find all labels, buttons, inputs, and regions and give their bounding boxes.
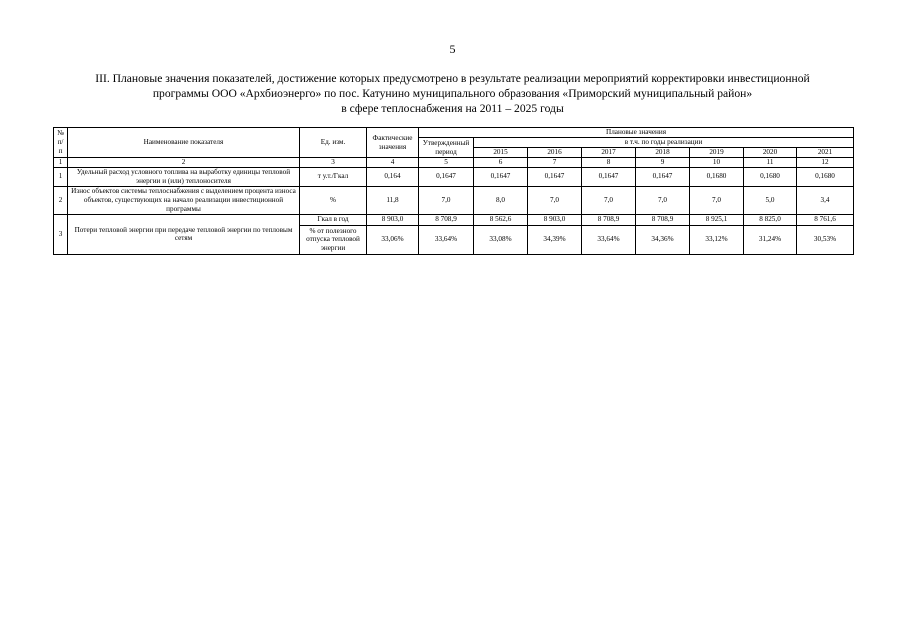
- column-number: 4: [367, 158, 419, 168]
- header-year: 2021: [797, 148, 854, 158]
- row-year-value: 8 562,6: [474, 214, 528, 225]
- header-year: 2015: [474, 148, 528, 158]
- header-year: 2018: [636, 148, 690, 158]
- row-year-value: 8,0: [474, 186, 528, 214]
- row-approved: 0,1647: [419, 167, 474, 186]
- row-year-value: 8 903,0: [528, 214, 582, 225]
- page-number: 5: [449, 42, 456, 56]
- row-approved: 33,64%: [419, 225, 474, 254]
- row-name: Удельный расход условного топлива на выработку единицы тепловой энергии и (или) теплоносителя: [68, 167, 300, 186]
- header-no: № п/п: [54, 128, 68, 158]
- header-year: 2020: [744, 148, 797, 158]
- row-year-value: 33,12%: [690, 225, 744, 254]
- column-number: 5: [419, 158, 474, 168]
- row-name: Потери тепловой энергии при передаче тепловой энергии по тепловым сетям: [68, 214, 300, 254]
- heading-line-1: III. Плановые значения показателей, достижение которых предусмотрено в результате реализации мероприятий корректировки инвестиционной: [95, 72, 810, 85]
- row-year-value: 33,08%: [474, 225, 528, 254]
- row-year-value: 34,39%: [528, 225, 582, 254]
- column-number: 12: [797, 158, 854, 168]
- column-number: 11: [744, 158, 797, 168]
- header-unit: Ед. изм.: [300, 128, 367, 158]
- header-indicator: Наименование показателя: [68, 128, 300, 158]
- row-year-value: 8 761,6: [797, 214, 854, 225]
- table-row: [54, 167, 854, 186]
- row-year-value: 34,36%: [636, 225, 690, 254]
- column-number-row: [54, 158, 854, 168]
- column-number: 2: [68, 158, 300, 168]
- header-row-1: [54, 128, 854, 138]
- row-year-value: 8 925,1: [690, 214, 744, 225]
- indicators-table: [53, 127, 854, 255]
- column-number: 6: [474, 158, 528, 168]
- row-year-value: 0,1680: [744, 167, 797, 186]
- row-year-value: 0,1647: [528, 167, 582, 186]
- row-year-value: 33,64%: [582, 225, 636, 254]
- row-year-value: 3,4: [797, 186, 854, 214]
- heading-line-3: в сфере теплоснабжения на 2011 – 2025 годы: [341, 102, 564, 115]
- row-year-value: 0,1680: [797, 167, 854, 186]
- row-actual: 33,06%: [367, 225, 419, 254]
- row-unit: %: [300, 186, 367, 214]
- row-actual: 8 903,0: [367, 214, 419, 225]
- row-unit: т у.т./Гкал: [300, 167, 367, 186]
- column-number: 7: [528, 158, 582, 168]
- row-year-value: 7,0: [636, 186, 690, 214]
- row-year-value: 8 708,9: [636, 214, 690, 225]
- header-year: 2019: [690, 148, 744, 158]
- row-approved: 7,0: [419, 186, 474, 214]
- row-actual: 0,164: [367, 167, 419, 186]
- header-actual: Фактические значения: [367, 128, 419, 158]
- row-unit: Гкал в год: [300, 214, 367, 225]
- row-no: 3: [54, 214, 68, 254]
- header-year: 2016: [528, 148, 582, 158]
- header-planned: Плановые значения: [419, 128, 854, 138]
- column-number: 9: [636, 158, 690, 168]
- column-number: 10: [690, 158, 744, 168]
- header-approved: Утвержденный период: [419, 138, 474, 158]
- heading-line-2: программы ООО «Архбиоэнерго» по пос. Катунино муниципального образования «Приморский муниципальный район»: [152, 87, 753, 100]
- row-year-value: 0,1647: [474, 167, 528, 186]
- header-year: 2017: [582, 148, 636, 158]
- row-no: 1: [54, 167, 68, 186]
- column-number: 1: [54, 158, 68, 168]
- row-year-value: 0,1647: [582, 167, 636, 186]
- row-actual: 11,8: [367, 186, 419, 214]
- header-by-years: в т.ч. по годы реализации: [474, 138, 854, 148]
- column-number: 8: [582, 158, 636, 168]
- column-number: 3: [300, 158, 367, 168]
- row-unit: % от полезного отпуска тепловой энергии: [300, 225, 367, 254]
- table-row: [54, 186, 854, 214]
- row-no: 2: [54, 186, 68, 214]
- row-year-value: 5,0: [744, 186, 797, 214]
- row-year-value: 8 825,0: [744, 214, 797, 225]
- row-year-value: 30,53%: [797, 225, 854, 254]
- row-approved: 8 708,9: [419, 214, 474, 225]
- row-year-value: 31,24%: [744, 225, 797, 254]
- row-year-value: 8 708,9: [582, 214, 636, 225]
- table-row: [54, 214, 854, 225]
- row-year-value: 0,1647: [636, 167, 690, 186]
- row-year-value: 0,1680: [690, 167, 744, 186]
- row-year-value: 7,0: [582, 186, 636, 214]
- page-heading: [40, 71, 865, 116]
- row-year-value: 7,0: [528, 186, 582, 214]
- row-name: Износ объектов системы теплоснабжения с выделением процента износа объектов, существующих на начало реализации инвестиционной программы: [68, 186, 300, 214]
- row-year-value: 7,0: [690, 186, 744, 214]
